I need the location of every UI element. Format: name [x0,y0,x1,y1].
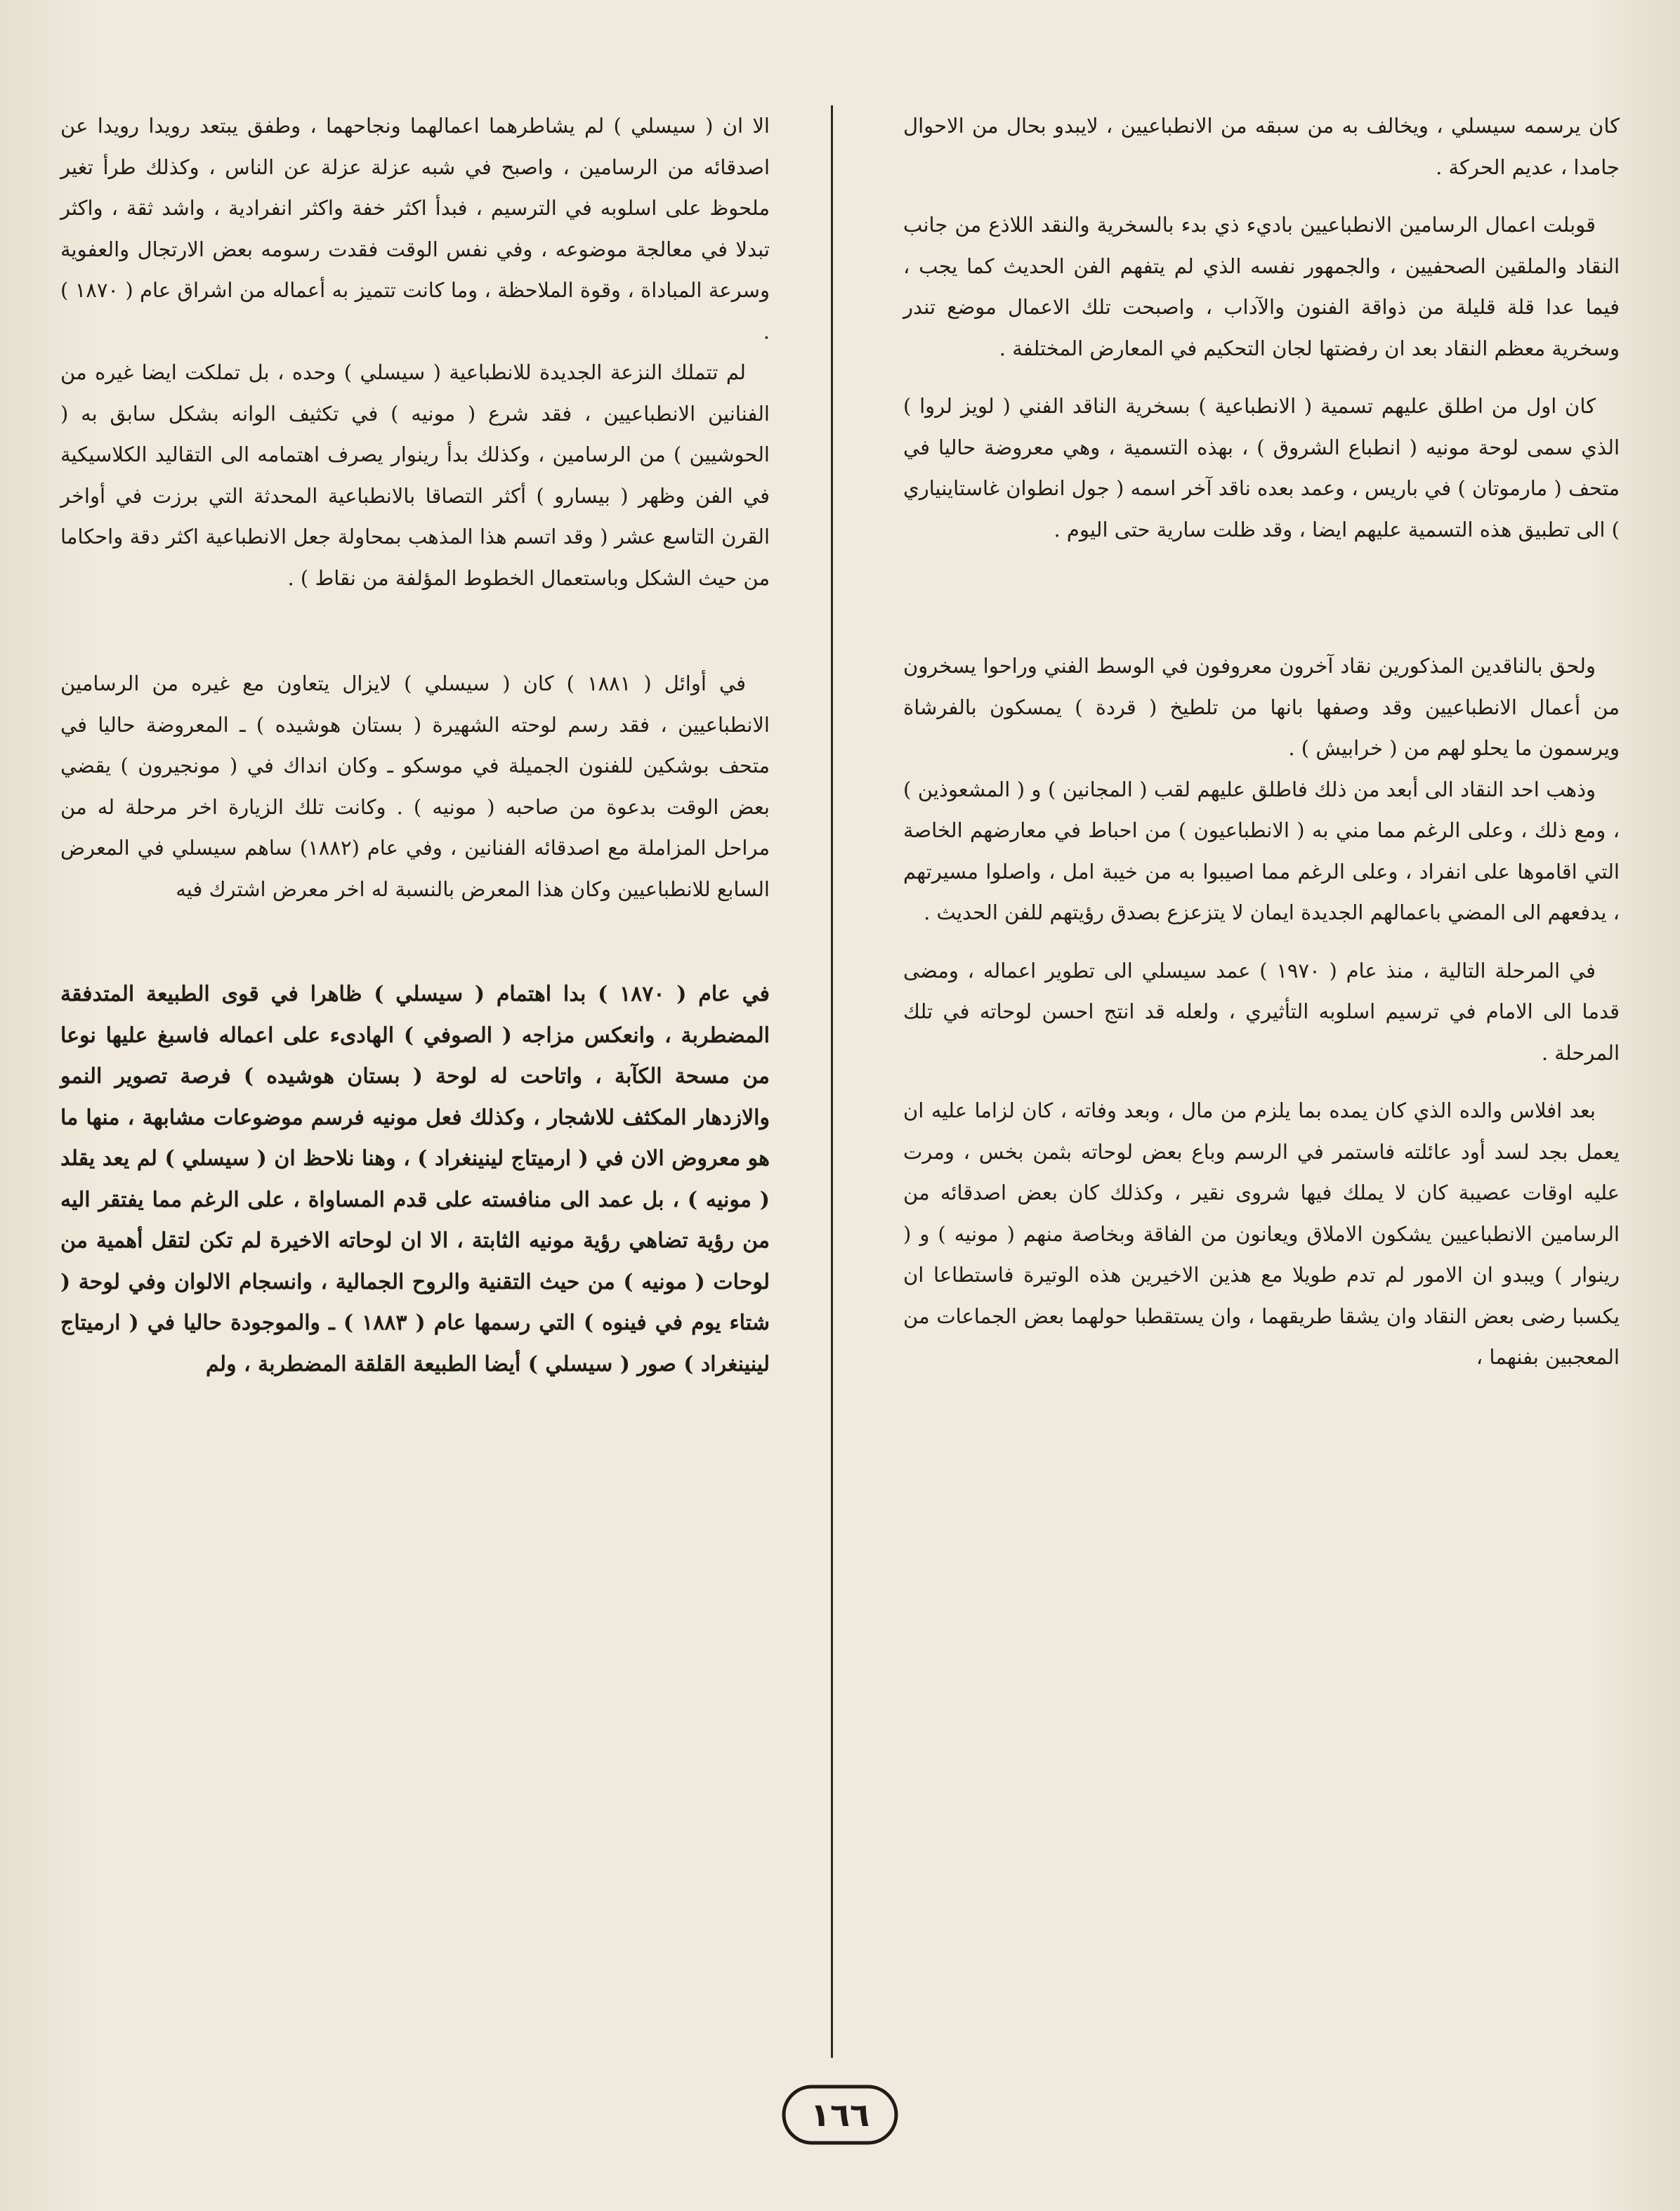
page-number-badge [781,2082,899,2147]
paragraph: قوبلت اعمال الرسامين الانطباعيين باديء ذي بدء بالسخرية والنقد اللاذع من جانب النقاد والملقين الصحفيين ، والجمهور نفسه الذي لم يتفهم الفن الحديث كما يجب ، فيما عدا قلة قليلة من ذواقة الفنون والآداب ، واصبحت تلك الاعمال موضع تندر وسخرية معظم النقاد بعد ان رفضتها لجان التحكيم في المعارض المختلفة . [903,213,1620,360]
paragraph: الا ان ( سيسلي ) لم يشاطرهما اعمالهما ونجاحهما ، وطفق يبتعد رويدا رويدا عن اصدقائه من الرسامين ، واصبح في شبه عزلة عزلة عن الناس ، وكذلك طرأ تغير ملحوظ على اسلوبه في الترسيم ، فبدأ اكثر خفة واكثر انفرادية ، واشد ثقة ، واكثر تبدلا في معالجة موضوعه ، وفي نفس الوقت فقدت رسومه بعض الارتجال والعفوية وسرعة المباداة ، وقوة الملاحظة ، وما كانت تتميز به أعماله من اشراق عام ( ١٨٧٠ ) . [60,114,770,343]
bold-paragraph: في عام ( ١٨٧٠ ) بدا اهتمام ( سيسلي ) ظاهرا في قوى الطبيعة المتدفقة المضطربة ، وانعكس مزاجه ( الصوفي ) الهادىء على اعماله فاسبغ عليها نوعا من مسحة الكآبة ، واتاحت له لوحة ( بستان هوشيده ) فرصة تصوير النمو والازدهار المكثف للاشجار ، وكذلك فعل مونيه فرسم موضوعات مشابهة ، منها ما هو معروض الان في ( ارميتاج لينينغراد ) ، وهنا نلاحظ ان ( سيسلي ) لم يعد يقلد ( مونيه ) ، بل عمد الى منافسته على قدم المساواة ، على الرغم مما يفتقر اليه من رؤية تضاهي رؤية مونيه الثابتة ، الا ان لوحاته الاخيرة لم تكن لتقل أهمية من لوحات ( مونيه ) من حيث التقنية والروح الجمالية ، وانسجام الالوان وفي لوحة ( شتاء يوم في فينوه ) التي رسمها عام ( ١٨٨٣ ) ـ والموجودة حاليا في ( ارميتاج لينينغراد ) صور ( سيسلي ) أيضا الطبيعة القلقة المضطربة ، ولم [60,982,770,1377]
paragraph: كان اول من اطلق عليهم تسمية ( الانطباعية ) بسخرية الناقد الفني ( لويز لروا ) الذي سمى لوحة مونيه ( انطباع الشروق ) ، بهذه التسمية ، وهي معروضة حاليا في متحف ( مارموتان ) في باريس ، وعمد بعده ناقد آخر اسمه ( جول انطوان غاستاينياري ) الى تطبيق هذه التسمية عليهم ايضا ، وقد ظلت سارية حتى اليوم . [903,394,1620,542]
paragraph: وذهب احد النقاد الى أبعد من ذلك فاطلق عليهم لقب ( المجانين ) و ( المشعوذين ) ، ومع ذلك ، وعلى الرغم مما مني به ( الانطباعيون ) من احباط في معارضهم الخاصة التي اقاموها على انفراد ، وعلى الرغم مما اصيبوا به من خيبة امل ، واصلوا مسيرتهم ، يدفعهم الى المضي باعمالهم الجديدة ايمان لا يتزعزع بصدق رؤيتهم للفن الحديث . [903,777,1620,924]
column-divider [831,105,833,2058]
right-column [903,105,1620,1378]
page-number: ١٦٦ [810,2096,870,2134]
paragraph: كان يرسمه سيسلي ، ويخالف به من سبقه من الانطباعيين ، لايبدو بحال من الاحوال جامدا ، عديم الحركة . [903,114,1620,179]
paragraph: ولحق بالناقدين المذكورين نقاد آخرون معروفون في الوسط الفني وراحوا يسخرون من أعمال الانطباعيين وقد وصفها بانها من تلطيخ ( قردة ) يمسكون بالفرشاة ويرسمون ما يحلو لهم من ( خرابيش ) . [903,654,1620,760]
paragraph: بعد افلاس والده الذي كان يمده بما يلزم من مال ، وبعد وفاته ، كان لزاما عليه ان يعمل بجد لسد أود عائلته فاستمر في الرسم وباع بعض لوحاته بثمن بخس ، ومرت عليه اوقات عصيبة كان لا يملك فيها شروى نقير ، وكذلك كان بعض اصدقائه من الرسامين الانطباعيين يشكون الاملاق ويعانون من الفاقة وبخاصة منهم ( مونيه ) و ( رينوار ) ويبدو ان الامور لم تدم طويلا مع هذين الاخيرين هذه الوتيرة فاستطاعا ان يكسبا رضى بعض النقاد وان يشقا طريقهما ، وان يستقطبا حولهما بعض الجماعات من المعجبين بفنهما ، [903,1098,1620,1369]
paragraph: في المرحلة التالية ، منذ عام ( ١٩٧٠ ) عمد سيسلي الى تطوير اعماله ، ومضى قدما الى الامام في ترسيم اسلوبه التأثيري ، ولعله قد انتج احسن لوحاته في تلك المرحلة . [903,958,1620,1065]
left-column [60,105,770,1385]
paragraph: لم تتملك النزعة الجديدة للانطباعية ( سيسلي ) وحده ، بل تملكت ايضا غيره من الفنانين الانطباعيين ، فقد شرع ( مونيه ) في تكثيف الوانه بشكل سابق به ( الحوشيين ) من الرسامين ، وكذلك بدأ رينوار يصرف اهتمامه الى التقاليد الكلاسيكية في الفن وظهر ( بيسارو ) أكثر التصاقا بالانطباعية المحدثة التي برزت في أواخر القرن التاسع عشر ( وقد اتسم هذا المذهب بمحاولة جعل الانطباعية اكثر دقة واحكاما من حيث الشكل وباستعمال الخطوط المؤلفة من نقاط ) . [60,360,770,590]
paragraph: في أوائل ( ١٨٨١ ) كان ( سيسلي ) لايزال يتعاون مع غيره من الرسامين الانطباعيين ، فقد رسم لوحته الشهيرة ( بستان هوشيده ) ـ المعروضة حاليا في متحف بوشكين للفنون الجميلة في موسكو ـ وكان انداك في ( مونجيرون ) يقضي بعض الوقت بدعوة من صاحبه ( مونيه ) . وكانت تلك الزيارة اخر مرحلة له من مراحل المزاملة مع اصدقائه الفنانين ، وفي عام (١٨٨٢) ساهم سيسلي في المعرض السابع للانطباعيين وكان هذا المعرض بالنسبة له اخر معرض اشترك فيه [60,671,770,901]
